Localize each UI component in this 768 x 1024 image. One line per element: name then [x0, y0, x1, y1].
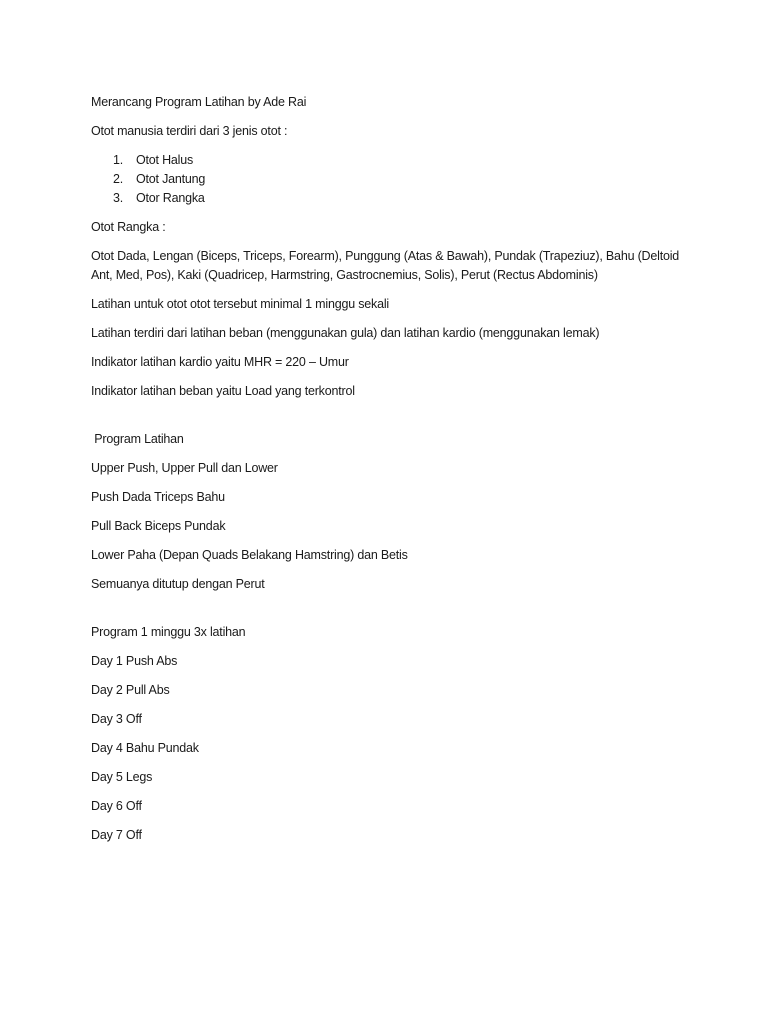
document-title: Merancang Program Latihan by Ade Rai [91, 95, 307, 109]
pull-description: Pull Back Biceps Pundak [91, 519, 226, 533]
frequency-note: Latihan untuk otot otot tersebut minimal 1 minggu sekali [91, 297, 390, 311]
list-item [91, 151, 691, 170]
program-heading: Program Latihan [91, 432, 184, 446]
cardio-indicator: Indikator latihan kardio yaitu MHR = 220 – Umur [91, 355, 349, 369]
lower-description: Lower Paha (Depan Quads Belakang Hamstring) dan Betis [91, 548, 408, 562]
muscle-type-list [91, 151, 691, 208]
day-item: Day 2 Pull Abs [91, 683, 170, 697]
blank-line [91, 604, 691, 623]
list-item-label: Otor Rangka [136, 191, 205, 205]
skeletal-muscle-list: Otot Dada, Lengan (Biceps, Triceps, Forearm), Punggung (Atas & Bawah), Pundak (Trapeziuz), Bahu (Deltoid Ant, Med, Pos), Kaki (Quadricep, Harmstring, Gastrocnemius, Solis), Perut (Rectus Abdominis) [91, 249, 680, 282]
push-description: Push Dada Triceps Bahu [91, 490, 225, 504]
intro-text: Otot manusia terdiri dari 3 jenis otot : [91, 124, 288, 138]
weight-indicator: Indikator latihan beban yaitu Load yang terkontrol [91, 384, 355, 398]
weekly-heading: Program 1 minggu 3x latihan [91, 625, 246, 639]
day-item: Day 6 Off [91, 799, 142, 813]
day-item: Day 4 Bahu Pundak [91, 741, 199, 755]
training-types: Latihan terdiri dari latihan beban (menggunakan gula) dan latihan kardio (menggunakan lemak) [91, 326, 600, 340]
day-item: Day 3 Off [91, 712, 142, 726]
day-item: Day 7 Off [91, 828, 142, 842]
list-number: 1. [113, 153, 124, 167]
day-item: Day 1 Push Abs [91, 654, 178, 668]
closing-note: Semuanya ditutup dengan Perut [91, 577, 265, 591]
day-item: Day 5 Legs [91, 770, 153, 784]
list-item-label: Otot Halus [136, 153, 194, 167]
list-item-label: Otot Jantung [136, 172, 206, 186]
list-item [91, 189, 691, 208]
list-item [91, 170, 691, 189]
document-body [91, 93, 691, 855]
list-number: 3. [113, 191, 124, 205]
skeletal-heading: Otot Rangka : [91, 220, 166, 234]
blank-line [91, 411, 691, 430]
program-split: Upper Push, Upper Pull dan Lower [91, 461, 278, 475]
list-number: 2. [113, 172, 124, 186]
